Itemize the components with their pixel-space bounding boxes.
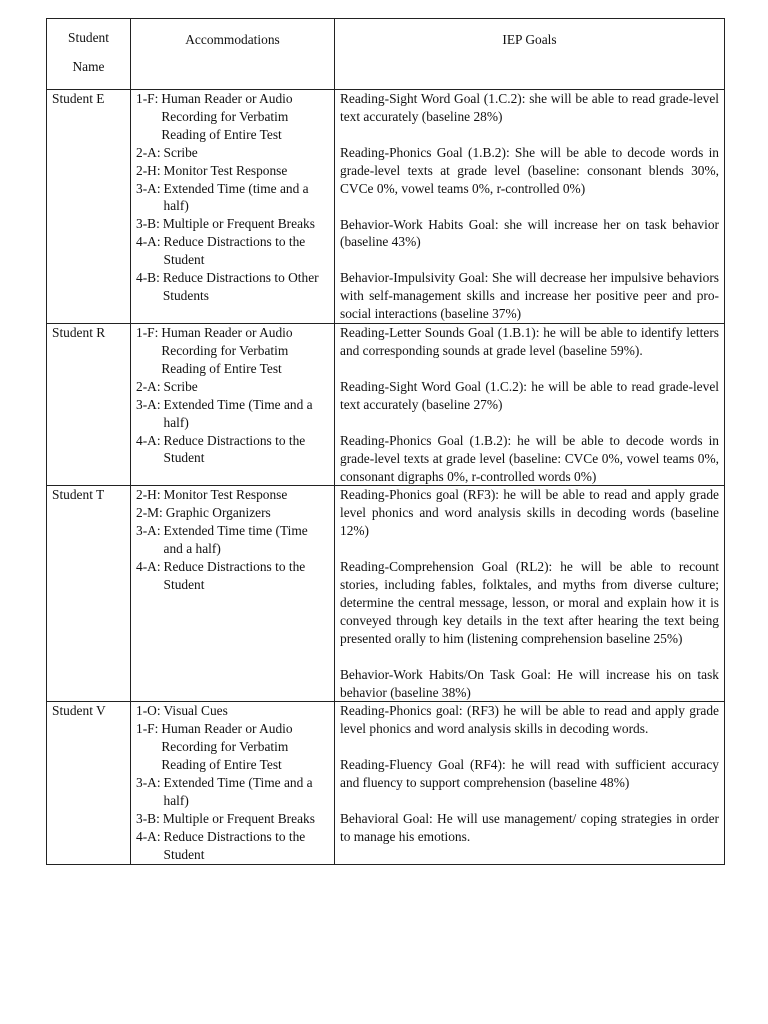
accommodation-text: Monitor Test Response xyxy=(163,487,288,503)
accommodation-code: 4-A: xyxy=(136,559,161,575)
accommodation-code: 3-A: xyxy=(136,775,161,791)
accommodation-text: Extended Time (Time and a half) xyxy=(163,775,313,808)
iep-goal: Reading-Phonics Goal (1.B.2): he will be able to decode words in grade-level texts at grade level (baseline: CVCe 0%, vowel teams 0%, consonant digraphs 0%, r-controlled words 0%) xyxy=(340,432,719,484)
iep-goals-list xyxy=(340,324,719,485)
iep-goals-list xyxy=(340,702,719,845)
iep-goal: Reading-Phonics Goal (1.B.2): She will be able to decode words in grade-level texts at grade level (baseline: consonant blends 30%, CVCe 0%, vowel teams 0%, r-controlled 0%) xyxy=(340,144,719,196)
iep-goals-cell xyxy=(335,702,725,864)
header-accommodations-label: Accommodations xyxy=(185,32,280,47)
accommodation-item xyxy=(136,396,329,432)
accommodation-code: 3-A: xyxy=(136,523,161,539)
accommodation-code: 2-H: xyxy=(136,162,161,178)
iep-goals-list xyxy=(340,486,719,701)
accommodation-item xyxy=(136,162,329,180)
accommodation-code: 3-B: xyxy=(136,810,160,826)
table-row xyxy=(47,324,725,486)
student-name: Student V xyxy=(52,703,106,719)
iep-goals-cell xyxy=(335,486,725,702)
accommodation-code: 2-M: xyxy=(136,505,163,521)
accommodation-code: 3-A: xyxy=(136,396,161,412)
student-name-cell xyxy=(47,702,131,864)
student-name-cell xyxy=(47,486,131,702)
table-header-row xyxy=(47,19,725,90)
accommodation-item xyxy=(136,233,329,269)
accommodation-text: Extended Time (time and a half) xyxy=(163,180,309,214)
accommodation-item xyxy=(136,522,329,558)
header-student-name xyxy=(47,19,131,90)
accommodation-item xyxy=(136,720,329,774)
accommodation-item xyxy=(136,90,329,144)
accommodation-item xyxy=(136,810,329,828)
accommodation-item xyxy=(136,324,329,378)
accommodation-text: Extended Time time (Time and a half) xyxy=(163,523,308,557)
iep-accommodations-table xyxy=(46,18,725,865)
accommodation-item xyxy=(136,828,329,864)
accommodation-code: 4-B: xyxy=(136,270,160,286)
accommodation-text: Graphic Organizers xyxy=(165,505,271,521)
iep-goal: Reading-Letter Sounds Goal (1.B.1): he will be able to identify letters and corresponding sounds at grade level (baseline 59%). xyxy=(340,325,719,358)
student-name: Student T xyxy=(52,487,105,503)
iep-goal: Reading-Phonics goal (RF3): he will be able to read and apply grade level phonics and word analysis skills in decoding words (baseline 12%) xyxy=(340,487,719,539)
accommodation-item xyxy=(136,774,329,810)
accommodation-code: 4-A: xyxy=(136,234,161,250)
accommodation-code: 4-A: xyxy=(136,828,161,844)
accommodation-code: 2-A: xyxy=(136,144,161,160)
iep-goal: Reading-Sight Word Goal (1.C.2): she will be able to read grade-level text accurately (baseline 28%) xyxy=(340,91,719,124)
accommodations-cell xyxy=(131,90,335,324)
header-iep-goals-label: IEP Goals xyxy=(502,32,557,47)
accommodations-list xyxy=(136,702,329,863)
accommodation-text: Reduce Distractions to the Student xyxy=(163,432,306,466)
student-name: Student E xyxy=(52,91,105,106)
student-name-cell xyxy=(47,90,131,324)
iep-goal: Reading-Phonics goal: (RF3) he will be able to read and apply grade level phonics and word analysis skills in decoding words. xyxy=(340,703,719,737)
iep-goal: Reading-Sight Word Goal (1.C.2): he will be able to read grade-level text accurately (baseline 27%) xyxy=(340,378,719,412)
iep-goal: Reading-Fluency Goal (RF4): he will read with sufficient accuracy and fluency to support comprehension (baseline 48%) xyxy=(340,757,719,791)
table-row xyxy=(47,90,725,324)
accommodation-text: Reduce Distractions to Other Students xyxy=(162,270,319,303)
accommodation-code: 3-B: xyxy=(136,216,160,232)
iep-goal: Reading-Comprehension Goal (RL2): he will be able to recount stories, including fables, folktales, and myths from diverse culture; determine the central message, lesson, or moral and explain how it is conveyed through key details in the text after hearing the text being presented orally to him (listening comprehension baseline 25%) xyxy=(340,559,719,646)
accommodation-item xyxy=(136,269,329,305)
accommodation-text: Multiple or Frequent Breaks xyxy=(162,810,315,826)
table-row xyxy=(47,702,725,864)
accommodations-list xyxy=(136,486,329,593)
accommodation-text: Visual Cues xyxy=(163,703,228,719)
iep-goal: Behavioral Goal: He will use management/ coping strategies in order to manage his emotions. xyxy=(340,811,719,844)
accommodation-item xyxy=(136,215,329,233)
iep-goals-cell xyxy=(335,90,725,324)
table-body xyxy=(47,90,725,865)
accommodation-code: 2-H: xyxy=(136,487,161,503)
student-name: Student R xyxy=(52,325,106,341)
accommodation-item xyxy=(136,180,329,216)
header-accommodations xyxy=(131,19,335,90)
accommodation-item xyxy=(136,432,329,468)
header-iep-goals xyxy=(335,19,725,90)
student-name-cell xyxy=(47,324,131,486)
accommodation-text: Scribe xyxy=(163,378,198,394)
accommodation-text: Monitor Test Response xyxy=(163,162,288,178)
iep-goals-cell xyxy=(335,324,725,486)
accommodation-item xyxy=(136,558,329,594)
accommodation-item xyxy=(136,486,329,504)
accommodation-code: 1-F: xyxy=(136,721,159,737)
accommodation-text: Scribe xyxy=(163,144,198,160)
accommodation-text: Human Reader or Audio Recording for Verbatim Reading of Entire Test xyxy=(161,91,293,142)
accommodation-text: Reduce Distractions to the Student xyxy=(163,559,306,592)
accommodation-text: Reduce Distractions to the Student xyxy=(163,234,306,268)
accommodation-text: Human Reader or Audio Recording for Verbatim Reading of Entire Test xyxy=(161,721,293,773)
accommodation-item xyxy=(136,144,329,162)
table-row xyxy=(47,486,725,702)
accommodation-code: 2-A: xyxy=(136,378,161,394)
accommodation-text: Human Reader or Audio Recording for Verbatim Reading of Entire Test xyxy=(161,325,293,376)
accommodation-item xyxy=(136,702,329,720)
iep-goal: Behavior-Work Habits/On Task Goal: He will increase his on task behavior (baseline 38%) xyxy=(340,666,719,700)
accommodation-code: 1-F: xyxy=(136,325,159,341)
accommodation-item xyxy=(136,378,329,396)
iep-goal: Behavior-Work Habits Goal: she will increase her on task behavior (baseline 43%) xyxy=(340,216,719,250)
accommodation-text: Multiple or Frequent Breaks xyxy=(162,216,315,232)
accommodations-cell xyxy=(131,486,335,702)
iep-goal: Behavior-Impulsivity Goal: She will decrease her impulsive behaviors with self-management skills and increase her positive peer and pro-social interactions (baseline 37%) xyxy=(340,270,719,322)
accommodation-code: 4-A: xyxy=(136,432,161,448)
accommodations-cell xyxy=(131,324,335,486)
accommodation-code: 1-O: xyxy=(136,703,161,719)
accommodation-code: 1-F: xyxy=(136,91,159,106)
accommodation-code: 3-A: xyxy=(136,180,161,196)
header-student-name-label: Student Name xyxy=(68,30,109,74)
accommodations-list xyxy=(136,90,329,305)
accommodations-list xyxy=(136,324,329,467)
accommodation-item xyxy=(136,504,329,522)
accommodation-text: Extended Time (Time and a half) xyxy=(163,396,313,430)
accommodation-text: Reduce Distractions to the Student xyxy=(163,828,306,862)
accommodations-cell xyxy=(131,702,335,864)
iep-goals-list xyxy=(340,90,719,323)
